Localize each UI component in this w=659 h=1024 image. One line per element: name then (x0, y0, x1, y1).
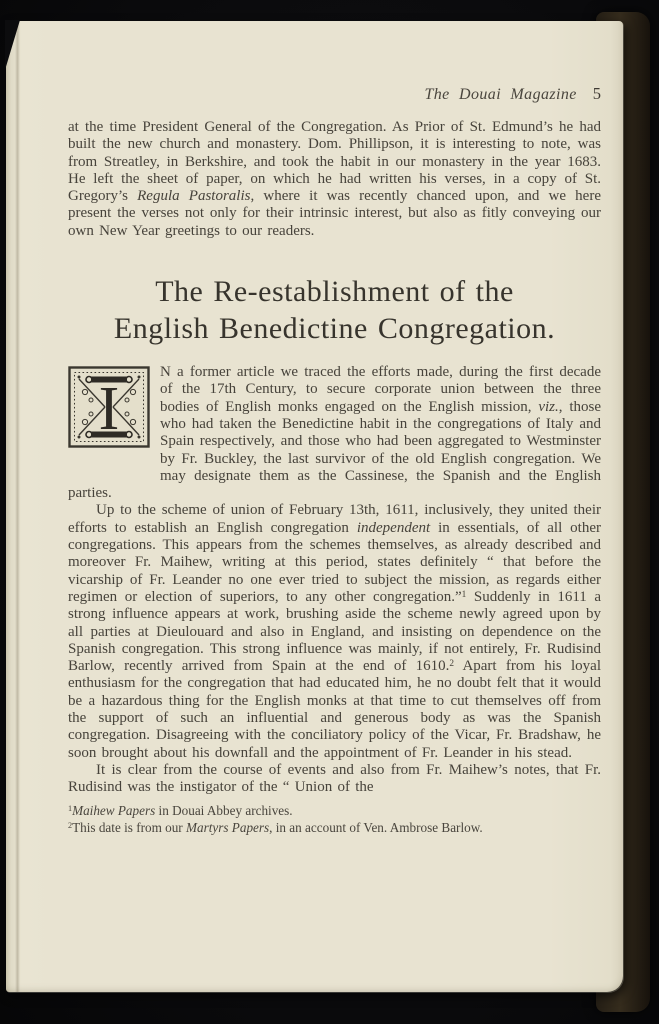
running-head (68, 84, 601, 104)
drop-cap-letter: I (98, 375, 120, 444)
article-title: The Re-establishment of the English Benedictine Congregation. (113, 275, 556, 346)
article-paragraph-1 (68, 364, 601, 502)
page-content (68, 21, 601, 836)
book-page (6, 21, 623, 992)
article-paragraph-3: It is clear from the course of events and also from Fr. Maihew’s notes, that Fr. Rudisind was the instigator of the “ Union of the (68, 761, 601, 796)
drop-cap (68, 366, 160, 468)
drop-cap-ornament (68, 366, 150, 448)
footnote-2: $^2$This date is from our Martyrs Papers, in an account of Ven. Ambrose Barlow. (68, 819, 483, 835)
article-paragraph-2: Up to the scheme of union of February 13th, 1611, inclusively, they united their efforts to establish an English congregation independent in essentials, of all other congregations. This appears from the schemes themselves, as already described and moreover Fr. Maihew, writing at this period, states definitely “ that before the vicarship of Fr. Leander no one ever tried to subject the mission, as regards either regimen or election of superiors, to any other congregation.”$^1$ Suddenly in 1611 a strong influence appears at work, brushing aside the scheme newly agreed upon by all parties at Dieulouard and also in England, and insisting on dependence on the Spanish congregation. This strong influence was mainly, if not entirely, Fr. Rudisind Barlow, recently arrived from Spain at the end of 1610.$^2$ Apart from his loyal enthusiasm for the congregation that had educated him, he no doubt felt that it would be a hazardous thing for the English monks at that time to cut themselves off from the support of such an influential and generous body as was the Spanish congregation. Disagreeing with the conciliatory policy of the Vicar, Fr. Bradshaw, he soon brought about his downfall and the appointment of Fr. Leander in his stead. (68, 502, 602, 761)
page-corner-nick (5, 20, 20, 70)
article-paragraph-1-text: N a former article we traced the efforts made, during the first decade of the 17th Century, to secure corporate union between the three bodies of English monks engaged on the English mission, viz., those who had taken the Benedictine habit in the congregations of Italy and Spain respectively, and those who had been aggregated to Westminster by Fr. Buckley, the last survivor of the old English congregation. We may designate them as the Cassinese, the Spanish and the English parties. (68, 364, 601, 502)
page-number: 5 (592, 84, 601, 103)
intro-paragraph: at the time President General of the Congregation. As Prior of St. Edmund’s he had built the new church and monastery. Dom. Phillipson, it is interesting to note, was from Streatley, in Berkshire, and took the habit in our monastery in the year 1683. He left the sheet of paper, on which he had written his verses, in a copy of St. Gregory’s Regula Pastoralis, where it was recently chanced upon, and we here present the verses not only for their intrinsic interest, but also as fitly conveying our own New Year greetings to our readers. (68, 119, 601, 239)
footnotes (68, 802, 601, 836)
magazine-title: The Douai Magazine (424, 86, 577, 103)
footnote-1: $^1$Maihew Papers in Douai Abbey archives. (68, 802, 293, 818)
